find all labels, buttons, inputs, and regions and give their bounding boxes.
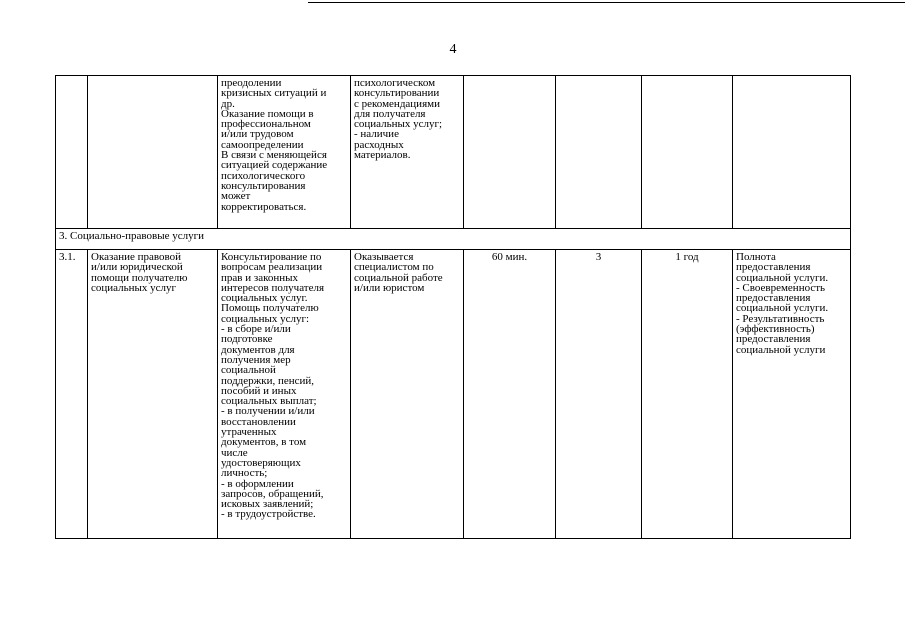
- cell-conditions: Оказывается специалистом по социальной работе и/или юристом: [351, 250, 464, 539]
- cell-time: 60 мин.: [464, 250, 556, 539]
- cell-quality: Полнота предоставления социальной услуги. - Своевременность предоставления социальной услуги. - Результативность (эффективность) предоставления социальной услуги: [733, 250, 851, 539]
- cell-period: [642, 76, 733, 229]
- services-table: [55, 75, 851, 539]
- cell-conditions: психологическом консультировании с рекомендациями для получателя социальных услуг; - наличие расходных материалов.: [351, 76, 464, 229]
- section-header: 3. Социально-правовые услуги: [56, 229, 851, 250]
- cell-description: Консультирование по вопросам реализации прав и законных интересов получателя социальных услуг. Помощь получателю социальных услуг: - в сборе и/или подготовке документов для получения мер социальной поддержки, пенсий, пособий и иных социальных выплат; - в получении и/или восстановлении утраченных документов, в том числе удостоверяющих личность; - в оформлении запросов, обращений, исковых заявлений; - в трудоустройстве.: [218, 250, 351, 539]
- cell-time: [464, 76, 556, 229]
- cell-quality: [733, 76, 851, 229]
- table-row-3-1: [56, 250, 851, 539]
- section-header-row: [56, 229, 851, 250]
- cell-service-name: [88, 76, 218, 229]
- page-number: 4: [449, 42, 457, 57]
- cell-description: преодолении кризисных ситуаций и др. Оказание помощи в профессиональном и/или трудовом самоопределении В связи с меняющейся ситуацией содержание психологического консультирования может корректироваться.: [218, 76, 351, 229]
- top-rule: [308, 2, 905, 3]
- cell-count: [556, 76, 642, 229]
- table-row-continued: [56, 76, 851, 229]
- cell-count: 3: [556, 250, 642, 539]
- cell-num: 3.1.: [56, 250, 88, 539]
- cell-period: 1 год: [642, 250, 733, 539]
- cell-num: [56, 76, 88, 229]
- cell-service-name: Оказание правовой и/или юридической помощи получателю социальных услуг: [88, 250, 218, 539]
